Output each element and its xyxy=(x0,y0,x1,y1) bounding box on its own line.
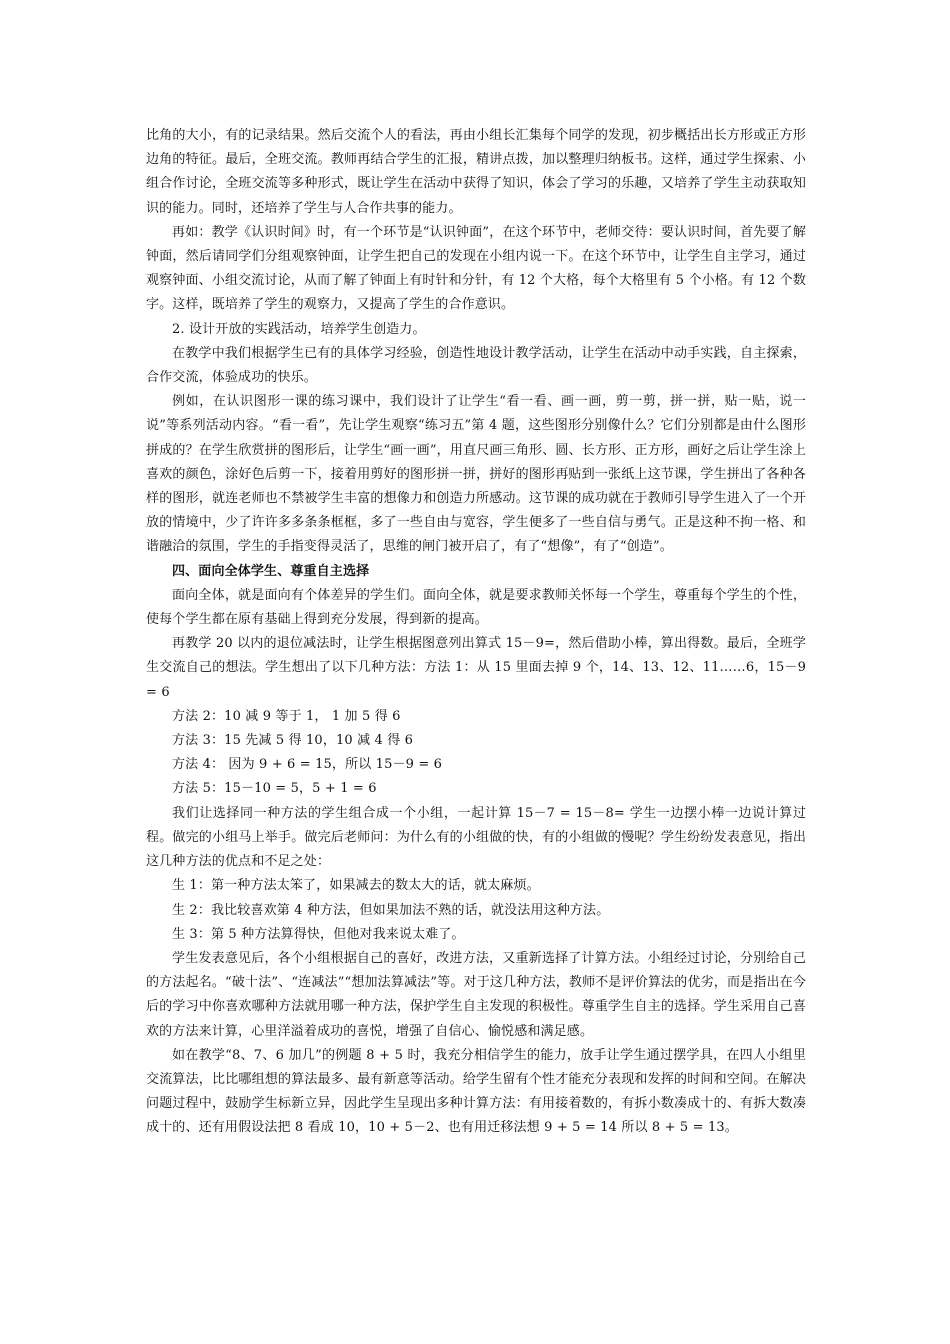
paragraph: 我们让选择同一种方法的学生组合成一个小组，一起计算 15－7 = 15－8= 学生一边摆小棒一边说计算过程。做完的小组马上举手。做完后老师问：为什么有的小组做的快，有的小组做的慢呢？学生纷纷发表意见，指出这几种方法的优点和不足之处： xyxy=(146,805,806,870)
section-heading: 四、面向全体学生、尊重自主选择 xyxy=(172,563,370,579)
method-line: 方法 5：15－10 = 5，5 + 1 = 6 xyxy=(172,781,377,797)
student-comment: 生 2：我比较喜欢第 4 种方法，但如果加法不熟的话，就没法用这种方法。 xyxy=(172,902,610,918)
student-comment: 生 3：第 5 种方法算得快，但他对我来说太难了。 xyxy=(172,926,465,942)
paragraph: 再教学 20 以内的退位减法时，让学生根据图意列出算式 15－9=，然后借助小棒，算出得数。最后，全班学生交流自己的想法。学生想出了以下几种方法：方法 1：从 15 里面去掉 9 个，14、13、12、11……6，15－9 = 6 xyxy=(146,636,806,700)
paragraph: 2. 设计开放的实践活动，培养学生创造力。 xyxy=(172,321,426,337)
paragraph: 如在教学“8、7、6 加几”的例题 8 + 5 时，我充分相信学生的能力，放手让学生通过摆学具，在四人小组里交流算法，比比哪组想的算法最多、最有新意等活动。给学生留有个性才能充分表现和发挥的时间和空间。在解决问题过程中，鼓励学生标新立异，因此学生呈现出多种计算方法：有用接着数的，有拆小数凑成十的、有拆大数凑成十的、还有用假设法把 8 看成 10，10 + 5－2、也有用迁移法想 9 + 5 = 14 所以 8 + 5 = 13。 xyxy=(146,1047,806,1136)
document-body xyxy=(146,124,806,1141)
paragraph: 学生发表意见后，各个小组根据自己的喜好，改进方法，又重新选择了计算方法。小组经过讨论，分别给自己的方法起名。“破十法”、“连减法”“想加法算减法”等。对于这几种方法，教师不是评价算法的优劣，而是指出在今后的学习中你喜欢哪种方法就用哪一种方法，保护学生自主发现的积极性。尊重学生自主的选择。学生采用自己喜欢的方法来计算，心里洋溢着成功的喜悦，增强了自信心、愉悦感和满足感。 xyxy=(146,950,806,1039)
paragraph: 例如，在认识图形一课的练习课中，我们设计了让学生“看一看、画一画，剪一剪，拼一拼，贴一贴，说一说”等系列活动内容。“看一看”，先让学生观察“练习五”第 4 题，这些图形分别像什么？它们分别都是由什么图形拼成的？在学生欣赏拼的图形后，让学生“画一画”，用直尺画三角形、圆、长方形、正方形，画好之后让学生涂上喜欢的颜色，涂好色后剪一下，接着用剪好的图形拼一拼，拼好的图形再贴到一张纸上这节课，学生拼出了各种各样的图形，就连老师也不禁被学生丰富的想像力和创造力所感动。这节课的成功就在于教师引导学生进入了一个开放的情境中，少了许许多多条条框框，多了一些自由与宽容，学生便多了一些自信与勇气。正是这种不拘一格、和谐融洽的氛围，学生的手指变得灵活了，思维的闸门被开启了，有了“想像”，有了“创造”。 xyxy=(146,394,806,555)
paragraph: 比角的大小，有的记录结果。然后交流个人的看法，再由小组长汇集每个同学的发现，初步概括出长方形或正方形边角的特征。最后，全班交流。教师再结合学生的汇报，精讲点拨，加以整理归纳板书。这样，通过学生探索、小组合作讨论，全班交流等多种形式，既让学生在活动中获得了知识，体会了学习的乐趣，又培养了学生主动获取知识的能力。同时，还培养了学生与人合作共事的能力。 xyxy=(146,128,806,216)
method-line: 方法 4： 因为 9 + 6 = 15，所以 15－9 = 6 xyxy=(172,757,443,773)
paragraph: 面向全体，就是面向有个体差异的学生们。面向全体，就是要求教师关怀每一个学生，尊重每个学生的个性，使每个学生都在原有基础上得到充分发展，得到新的提高。 xyxy=(146,587,806,628)
student-comment: 生 1：第一种方法太笨了，如果减去的数太大的话，就太麻烦。 xyxy=(172,878,540,894)
paragraph: 在教学中我们根据学生已有的具体学习经验，创造性地设计教学活动，让学生在活动中动手实践，自主探索，合作交流，体验成功的快乐。 xyxy=(146,345,806,386)
method-line: 方法 2：10 减 9 等于 1， 1 加 5 得 6 xyxy=(172,708,401,724)
paragraph: 再如：教学《认识时间》时，有一个环节是“认识钟面”，在这个环节中，老师交待：要认识时间，首先要了解钟面，然后请同学们分组观察钟面，让学生把自己的发现在小组内说一下。在这个环节中，让学生自主学习，通过观察钟面、小组交流讨论，从而了解了钟面上有时针和分针，有 12 个大格，每个大格里有 5 个小格。有 12 个数字。这样，既培养了学生的观察力，又提高了学生的合作意识。 xyxy=(146,224,806,313)
method-line: 方法 3：15 先减 5 得 10，10 减 4 得 6 xyxy=(172,733,414,749)
